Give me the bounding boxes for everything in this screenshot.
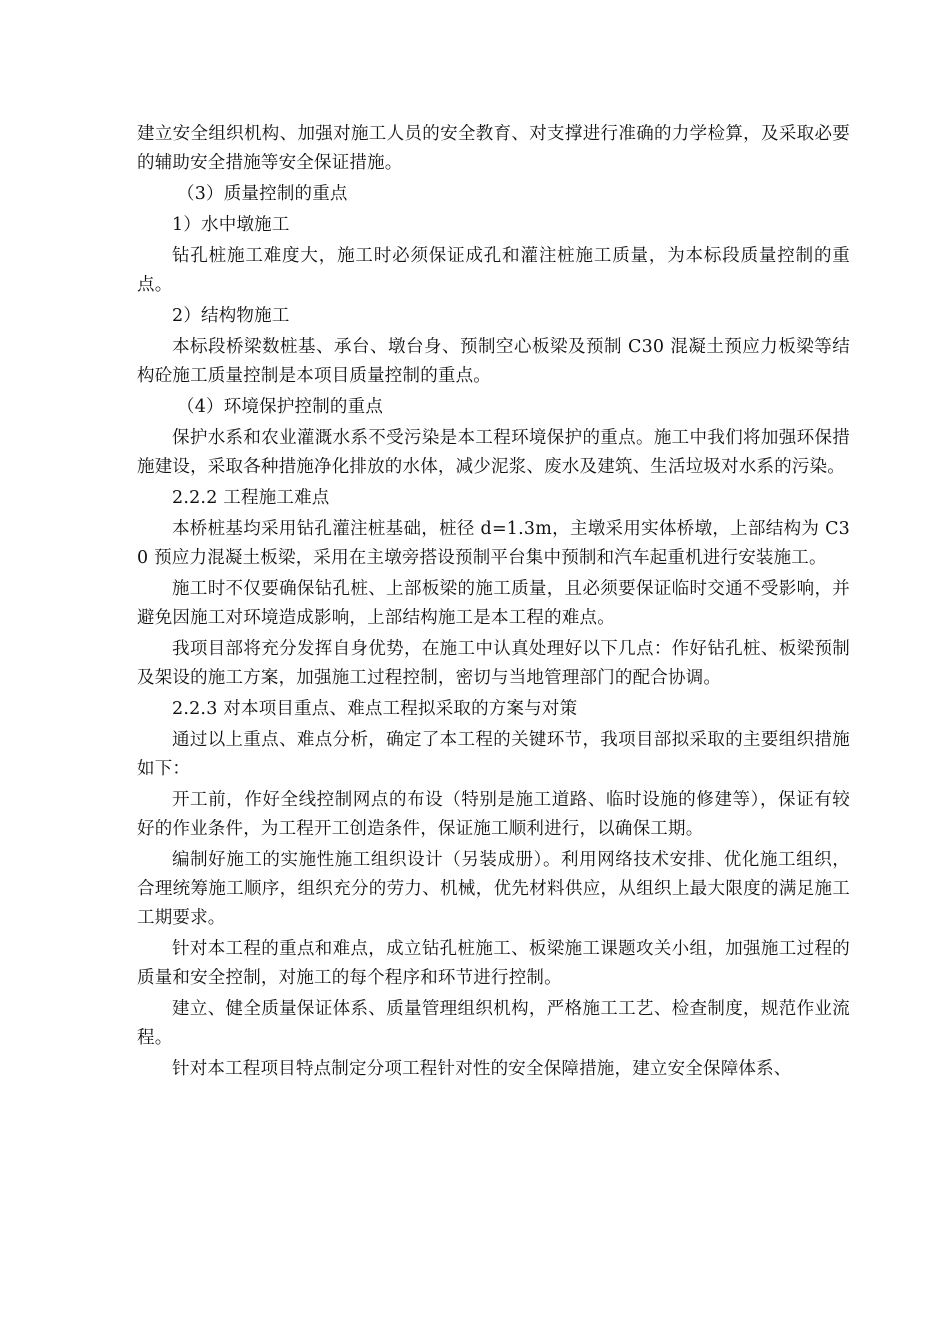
paragraph-safety-measures: 建立安全组织机构、加强对施工人员的安全教育、对支撑进行准确的力学检算，及采取必要的辅助安全措施等安全保证措施。 [137,124,850,173]
document-page [137,120,850,1086]
heading-environment: （4）环境保护控制的重点 [177,397,384,417]
paragraph-safety-system: 针对本工程项目特点制定分项工程针对性的安全保障措施，建立安全保障体系、 [172,1059,792,1079]
heading-difficulties: 2.2.2 工程施工难点 [172,488,330,508]
paragraph-traffic: 施工时不仅要确保钻孔桩、上部板梁的施工质量，且必须要保证临时交通不受影响，并避免因施工对环境造成影响，上部结构施工是本工程的难点。 [137,579,850,628]
paragraph-pile-foundation: 本桥桩基均采用钻孔灌注桩基础，桩径 d=1.3m，主墩采用实体桥墩，上部结构为 C30 预应力混凝土板梁，采用在主墩旁搭设预制平台集中预制和汽车起重机进行安装施工。 [137,519,850,568]
paragraph-analysis: 通过以上重点、难点分析，确定了本工程的关键环节，我项目部拟采取的主要组织措施如下： [137,730,850,779]
heading-countermeasures: 2.2.3 对本项目重点、难点工程拟采取的方案与对策 [172,699,578,719]
paragraph-organization-design: 编制好施工的实施性施工组织设计（另装成册）。利用网络技术安排、优化施工组织，合理统筹施工顺序，组织充分的劳力、机械，优先材料供应，从组织上最大限度的满足施工工期要求。 [137,850,850,928]
paragraph-advantages: 我项目部将充分发挥自身优势，在施工中认真处理好以下几点：作好钻孔桩、板梁预制及架设的施工方案，加强施工过程控制，密切与当地管理部门的配合协调。 [137,639,850,688]
paragraph-before-start: 开工前，作好全线控制网点的布设（特别是施工道路、临时设施的修建等），保证有较好的作业条件，为工程开工创造条件，保证施工顺利进行，以确保工期。 [137,790,850,839]
heading-quality-control: （3）质量控制的重点 [177,184,348,204]
paragraph-task-force: 针对本工程的重点和难点，成立钻孔桩施工、板梁施工课题攻关小组，加强施工过程的质量和安全控制，对施工的每个程序和环节进行控制。 [137,939,850,988]
paragraph-quality-system: 建立、健全质量保证体系、质量管理组织机构，严格施工工艺、检查制度，规范作业流程。 [137,999,850,1048]
paragraph-bored-pile: 钻孔桩施工难度大，施工时必须保证成孔和灌注桩施工质量，为本标段质量控制的重点。 [137,246,850,295]
paragraph-structure-quality: 本标段桥梁数桩基、承台、墩台身、预制空心板梁及预制 C30 混凝土预应力板梁等结构砼施工质量控制是本项目质量控制的重点。 [137,337,850,386]
paragraph-environment: 保护水系和农业灌溉水系不受污染是本工程环境保护的重点。施工中我们将加强环保措施建设，采取各种措施净化排放的水体，减少泥浆、废水及建筑、生活垃圾对水系的污染。 [137,428,850,477]
heading-structure: 2）结构物施工 [172,306,290,326]
heading-water-pier: 1）水中墩施工 [172,215,290,235]
